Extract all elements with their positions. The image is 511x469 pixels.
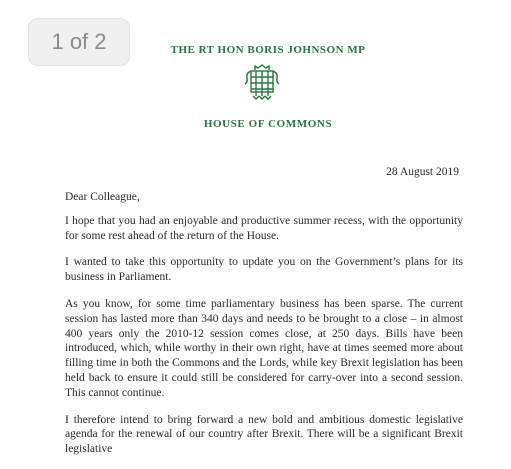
page-indicator-badge: 1 of 2 <box>28 18 130 66</box>
letter-body <box>65 190 463 469</box>
letterhead-name: THE RT HON BORIS JOHNSON MP <box>170 44 366 56</box>
paragraph-2: I wanted to take this opportunity to update you on the Government’s plans for its business in Parliament. <box>65 256 463 284</box>
salutation: Dear Colleague, <box>65 191 140 203</box>
letter-date: 28 August 2019 <box>386 166 459 178</box>
paragraph-4: I therefore intend to bring forward a new bold and ambitious domestic legislative agenda for the renewal of our country after Brexit. There will be a significant Brexit legislative <box>65 413 463 456</box>
portcullis-icon <box>243 64 281 102</box>
letterhead-house: HOUSE OF COMMONS <box>203 118 333 130</box>
paragraph-1: I hope that you had an enjoyable and productive summer recess, with the opportunity for some rest ahead of the return of the House. <box>65 214 463 242</box>
paragraph-3: As you know, for some time parliamentary business has been sparse. The current session has lasted more than 340 days and needs to be brought to a close – in almost 400 years only the 2010-12 session comes close, at 250 days. Bills have been introduced, which, while worthy in their own right, have at times seemed more about filling time in both the Commons and the Lords, while key Brexit legislation has been held back to ensure it could still be considered for carry-over into a second session. This cannot continue. <box>65 297 463 399</box>
